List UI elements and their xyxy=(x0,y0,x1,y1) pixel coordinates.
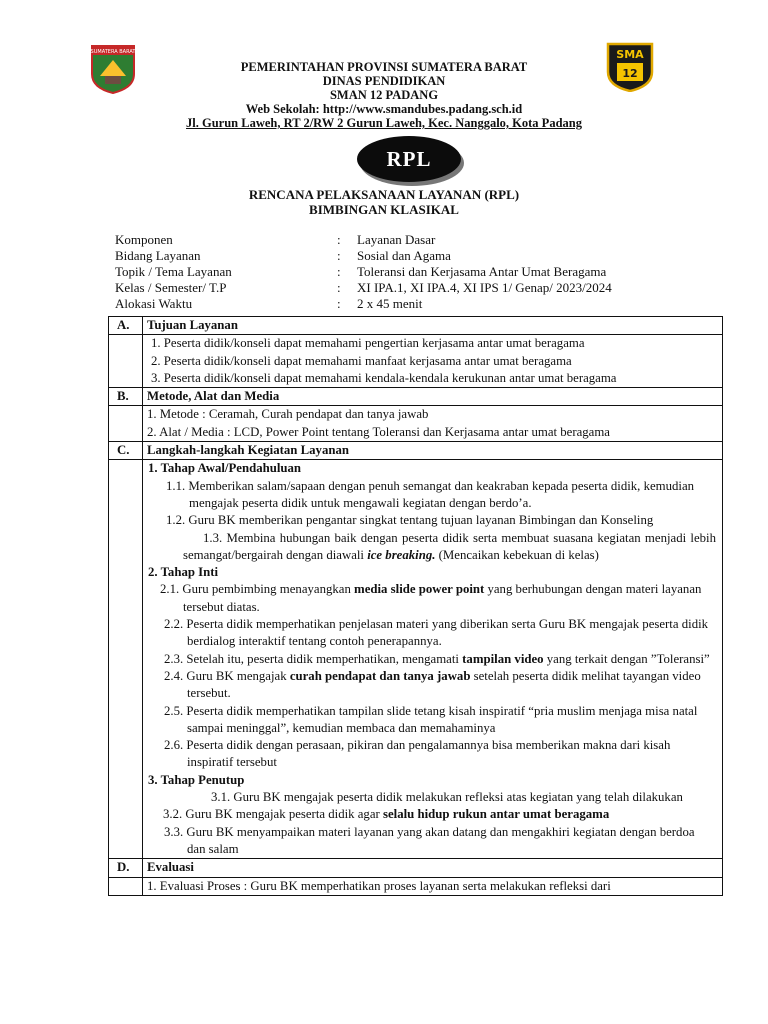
section-title: Langkah-langkah Kegiatan Layanan xyxy=(143,442,723,460)
province-logo-text: SUMATERA BARAT xyxy=(90,49,136,55)
section-c-title-row xyxy=(109,442,723,460)
section-title: Tujuan Layanan xyxy=(143,317,723,335)
step-item: 3.3. Guru BK menyampaikan materi layanan yang akan datang dan mengakhiri kegiatan dengan berdoa dan salam xyxy=(164,824,695,856)
list-item: 2. Alat / Media : LCD, Power Point tentang Toleransi dan Kerjasama antar umat beragama xyxy=(147,424,610,439)
rpl-badge: RPL xyxy=(357,136,461,182)
document-title-line2: BIMBINGAN KLASIKAL xyxy=(309,202,459,217)
step-text: 1.3. Membina hubungan baik dengan peserta didik serta membuat suasana kegiatan menjadi lebih semangat/bergairah dengan diawali xyxy=(183,530,716,562)
section-title: Metode, Alat dan Media xyxy=(143,388,723,406)
meta-row xyxy=(115,232,612,248)
step-emphasis: media slide power point xyxy=(354,582,485,597)
step-item: 2.6. Peserta didik dengan perasaan, pikiran dan pengalamannya bisa memberikan makna dari kisah inspiratif tersebut xyxy=(164,738,671,770)
step-text: 3.1. Guru BK mengajak peserta didik melakukan refleksi atas kegiatan yang telah dilakukan xyxy=(211,790,683,805)
meta-info xyxy=(115,232,612,312)
section-d-body-row xyxy=(109,877,723,895)
meta-key: Bidang Layanan xyxy=(115,248,201,263)
section-a-body-row xyxy=(109,335,723,388)
section-title: Evaluasi xyxy=(143,859,723,877)
letterhead-government: PEMERINTAHAN PROVINSI SUMATERA BARAT xyxy=(240,60,528,74)
step-item xyxy=(147,530,716,565)
letterhead xyxy=(120,60,648,130)
meta-row xyxy=(115,280,612,296)
step-text: 2.3. Setelah itu, peserta didik memperhatikan, mengamati xyxy=(164,651,463,666)
list-item: 1. Evaluasi Proses : Guru BK memperhatikan proses layanan serta melakukan refleksi dari xyxy=(147,878,611,893)
letter-spacer xyxy=(109,406,143,442)
step-item xyxy=(147,651,716,668)
section-d-title-row xyxy=(109,859,723,877)
step-text: (Mencaikan kebekuan di kelas) xyxy=(435,547,599,562)
stage-title: 1. Tahap Awal/Pendahuluan xyxy=(148,461,302,476)
letterhead-department: DINAS PENDIDIKAN xyxy=(322,74,446,88)
letterhead-address: Jl. Gurun Laweh, RT 2/RW 2 Gurun Laweh, Kec. Nanggalo, Kota Padang xyxy=(186,116,582,130)
meta-key: Komponen xyxy=(115,232,173,247)
meta-row xyxy=(115,264,612,280)
step-item xyxy=(147,668,716,703)
step-item xyxy=(147,789,716,806)
meta-value: Toleransi dan Kerjasama Antar Umat Beragama xyxy=(357,264,607,279)
section-c-body-row xyxy=(109,460,723,859)
section-b-body xyxy=(143,406,723,442)
document-title xyxy=(120,187,648,217)
step-emphasis: tampilan video xyxy=(462,651,544,666)
meta-key: Alokasi Waktu xyxy=(115,296,193,311)
meta-colon: : xyxy=(337,296,341,311)
meta-value: Sosial dan Agama xyxy=(357,248,451,263)
school-logo-text: SMA xyxy=(616,48,644,61)
meta-key: Kelas / Semester/ T.P xyxy=(115,280,227,295)
step-text: yang berhubungan dengan materi layanan tersebut diatas. xyxy=(183,582,702,614)
meta-value: 2 x 45 menit xyxy=(357,296,423,311)
letterhead-school: SMAN 12 PADANG xyxy=(329,88,439,102)
meta-colon: : xyxy=(337,248,341,263)
step-item: 1.2. Guru BK memberikan pengantar singkat tentang tujuan layanan Bimbingan dan Konseling xyxy=(166,513,654,528)
meta-colon: : xyxy=(337,264,341,279)
step-text: 2.1. Guru pembimbing menayangkan xyxy=(160,582,355,597)
step-emphasis: selalu hidup rukun antar umat beragama xyxy=(382,807,610,822)
rpl-table xyxy=(108,316,723,896)
step-text: 3.2. Guru BK mengajak peserta didik agar xyxy=(163,807,383,822)
meta-row xyxy=(115,248,612,264)
web-label: Web Sekolah: xyxy=(245,102,323,116)
step-text: 2.4. Guru BK mengajak xyxy=(164,668,290,683)
step-item xyxy=(147,806,716,823)
section-b-title-row xyxy=(109,388,723,406)
meta-key: Topik / Tema Layanan xyxy=(115,264,232,279)
step-emphasis: curah pendapat dan tanya jawab xyxy=(289,668,471,683)
step-item: 2.2. Peserta didik memperhatikan penjelasan materi yang diberikan serta Guru BK mengajak peserta didik berdialog interaktif tentang contoh penerapannya. xyxy=(164,617,709,649)
stage-title: 3. Tahap Penutup xyxy=(148,772,245,787)
section-b-body-row xyxy=(109,406,723,442)
section-a-title-row xyxy=(109,317,723,335)
document-title-line1: RENCANA PELAKSANAAN LAYANAN (RPL) xyxy=(248,187,520,202)
step-text: yang terkait dengan ”Toleransi” xyxy=(543,651,710,666)
meta-value: Layanan Dasar xyxy=(357,232,436,247)
meta-colon: : xyxy=(337,232,341,247)
section-a-body xyxy=(143,335,723,388)
step-text: setelah peserta didik melihat tayangan video tersebut. xyxy=(187,668,701,701)
section-c-body xyxy=(143,460,723,859)
letter-spacer xyxy=(109,877,143,895)
school-logo-number: 12 xyxy=(622,67,638,80)
list-item: 1. Peserta didik/konseli dapat memahami pengertian kerjasama antar umat beragama xyxy=(151,336,585,351)
list-item: 1. Metode : Ceramah, Curah pendapat dan tanya jawab xyxy=(147,407,429,422)
stage-title: 2. Tahap Inti xyxy=(148,565,219,580)
step-item: 1.1. Memberikan salam/sapaan dengan penuh semangat dan keakraban kepada peserta didik, kemudian mengajak peserta didik untuk mengawali kegiatan dengan berdo’a. xyxy=(166,478,695,510)
section-letter: A. xyxy=(109,317,143,335)
section-letter: B. xyxy=(109,388,143,406)
step-item xyxy=(147,581,716,616)
section-d-body xyxy=(143,877,723,895)
section-letter: D. xyxy=(109,859,143,877)
meta-row xyxy=(115,296,612,312)
step-emphasis: ice breaking. xyxy=(367,547,436,562)
letter-spacer xyxy=(109,460,143,859)
letterhead-web xyxy=(120,102,648,116)
step-item: 2.5. Peserta didik memperhatikan tampilan slide tetang kisah inspiratif “pria muslim menjaga misa natal sampai meninggal”, kemudian membaca dan memahaminya xyxy=(164,703,698,735)
list-item: 2. Peserta didik/konseli dapat memahami manfaat kerjasama antar umat beragama xyxy=(151,353,572,368)
letter-spacer xyxy=(109,335,143,388)
meta-colon: : xyxy=(337,280,341,295)
school-website-link[interactable]: http://www.smandubes.padang.sch.id xyxy=(322,102,523,116)
list-item: 3. Peserta didik/konseli dapat memahami kendala-kendala kerukunan antar umat beragama xyxy=(151,370,617,385)
meta-value: XI IPA.1, XI IPA.4, XI IPS 1/ Genap/ 2023/2024 xyxy=(357,280,612,295)
section-letter: C. xyxy=(109,442,143,460)
